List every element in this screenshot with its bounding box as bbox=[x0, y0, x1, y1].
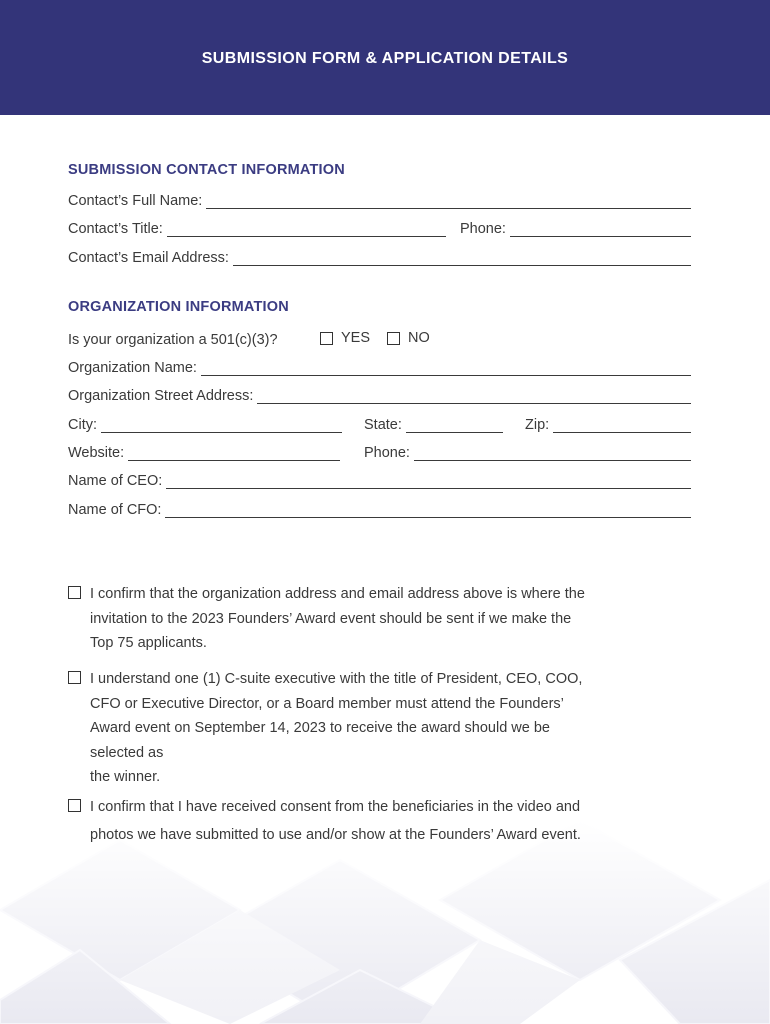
nonprofit-question bbox=[68, 328, 278, 348]
header-banner bbox=[0, 0, 770, 115]
cfo-name-field[interactable] bbox=[68, 498, 691, 518]
organization-street-field[interactable] bbox=[68, 384, 691, 404]
no-label: NO bbox=[408, 330, 430, 346]
contact-title-label: Contact’s Title: bbox=[68, 221, 163, 237]
confirm-address-line: invitation to the 2023 Founders’ Award event should be sent if we make the bbox=[90, 610, 572, 627]
contact-full-name-line[interactable] bbox=[206, 195, 691, 209]
ceo-name-line[interactable] bbox=[166, 475, 691, 489]
page-title: SUBMISSION FORM & APPLICATION DETAILS bbox=[201, 50, 569, 67]
contact-phone-label: Phone: bbox=[460, 221, 506, 237]
zip-label: Zip: bbox=[525, 417, 550, 433]
cfo-name-label: Name of CFO: bbox=[68, 502, 162, 518]
contact-title-field[interactable] bbox=[68, 217, 446, 237]
no-checkbox[interactable] bbox=[387, 332, 400, 345]
no-option[interactable] bbox=[387, 328, 430, 348]
zip-field[interactable] bbox=[525, 413, 691, 433]
organization-name-label: Organization Name: bbox=[68, 360, 197, 376]
ceo-name-label: Name of CEO: bbox=[68, 473, 163, 489]
state-line[interactable] bbox=[406, 419, 503, 433]
organization-phone-field[interactable] bbox=[364, 441, 691, 461]
confirm-attendance-checkbox[interactable] bbox=[68, 671, 81, 684]
yes-label: YES bbox=[341, 330, 371, 346]
zip-line[interactable] bbox=[553, 419, 691, 433]
organization-section-title: ORGANIZATION INFORMATION bbox=[68, 299, 289, 315]
contact-section-title: SUBMISSION CONTACT INFORMATION bbox=[68, 162, 345, 178]
confirm-consent-line: photos we have submitted to use and/or show at the Founders’ Award event. bbox=[90, 827, 581, 843]
yes-checkbox[interactable] bbox=[320, 332, 333, 345]
contact-full-name-label: Contact’s Full Name: bbox=[68, 193, 203, 209]
organization-phone-label: Phone: bbox=[364, 445, 410, 461]
city-label: City: bbox=[68, 417, 97, 433]
contact-phone-line[interactable] bbox=[510, 223, 691, 237]
confirm-address-line: I confirm that the organization address and email address above is where the bbox=[90, 586, 585, 602]
background-pattern bbox=[0, 820, 770, 1024]
confirm-address-line: Top 75 applicants. bbox=[90, 635, 207, 651]
confirm-attendance-line: I understand one (1) C-suite executive with the title of President, CEO, COO, bbox=[90, 671, 583, 687]
confirm-attendance-line: Award event on September 14, 2023 to receive the award should we be bbox=[90, 720, 550, 736]
website-field[interactable] bbox=[68, 441, 340, 461]
confirm-consent-checkbox[interactable] bbox=[68, 799, 81, 812]
contact-email-line[interactable] bbox=[233, 252, 691, 266]
city-line[interactable] bbox=[101, 419, 342, 433]
yes-option[interactable] bbox=[320, 328, 370, 348]
ceo-name-field[interactable] bbox=[68, 469, 691, 489]
state-label: State: bbox=[364, 417, 402, 433]
website-label: Website: bbox=[68, 445, 125, 461]
state-field[interactable] bbox=[364, 413, 503, 433]
contact-email-label: Contact’s Email Address: bbox=[68, 250, 229, 266]
organization-street-label: Organization Street Address: bbox=[68, 388, 254, 404]
confirm-attendance-line: the winner. bbox=[90, 769, 161, 785]
cfo-name-line[interactable] bbox=[165, 504, 691, 518]
contact-full-name-field[interactable] bbox=[68, 189, 691, 209]
contact-phone-field[interactable] bbox=[460, 217, 691, 237]
confirm-address-checkbox[interactable] bbox=[68, 586, 81, 599]
confirm-consent-line: I confirm that I have received consent from the beneficiaries in the video and bbox=[90, 799, 581, 815]
organization-phone-line[interactable] bbox=[414, 447, 691, 461]
confirm-attendance-line: selected as bbox=[90, 744, 164, 761]
city-field[interactable] bbox=[68, 413, 342, 433]
website-line[interactable] bbox=[128, 447, 340, 461]
organization-name-field[interactable] bbox=[68, 356, 691, 376]
nonprofit-question-label: Is your organization a 501(c)(3)? bbox=[68, 332, 278, 348]
organization-name-line[interactable] bbox=[201, 362, 691, 376]
organization-street-line[interactable] bbox=[257, 390, 691, 404]
contact-title-line[interactable] bbox=[167, 223, 446, 237]
confirm-attendance-line: CFO or Executive Director, or a Board member must attend the Founders’ bbox=[90, 695, 564, 712]
contact-email-field[interactable] bbox=[68, 246, 691, 266]
